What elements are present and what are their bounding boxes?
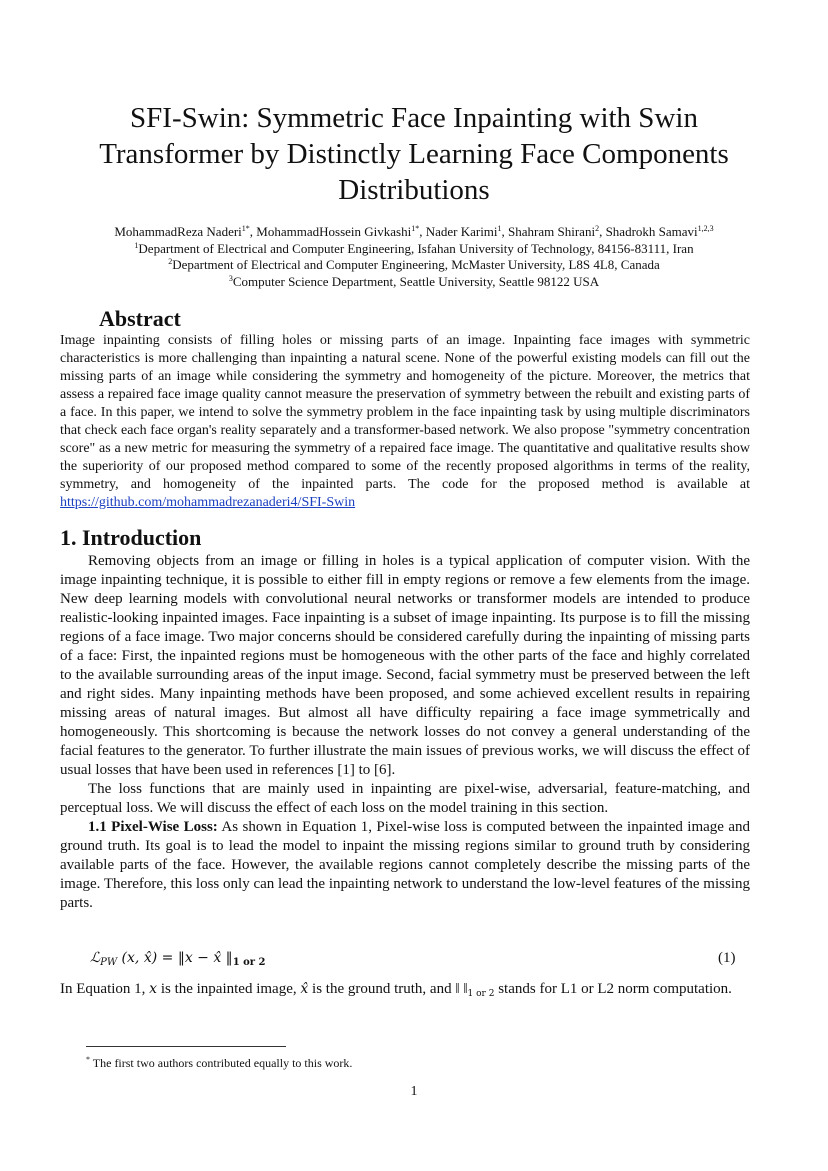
title-line-1: SFI-Swin: Symmetric Face Inpainting with Swin [130, 102, 698, 134]
title-line-2: Transformer by Distinctly Learning Face Components [99, 138, 729, 170]
section-heading-introduction: 1. Introduction [60, 525, 202, 550]
paragraph: Removing objects from an image or filling in holes is a typical application of computer vision. With the image inpainting technique, it is possible to either fill in empty regions or remove a few elements from the image. New deep learning models with convolutional neural networks or transformer models are intended to produce realistic-looking inpainted images. Face inpainting is a subset of image inpainting. Its purpose is to fill the missing regions of a face image. Two major concerns should be considered carefully during the inpainting of missing parts of a face: First, the inpainted regions must be homogeneous with the other parts of the face and highly correlated to the available surrounding areas of the input image. Second, facial symmetry must be preserved between the left and right sides. Many inpainting methods have been proposed, and some achieved excellent results in repairing missing areas of natural images. But almost all have difficulty repairing a face image symmetrically and homogeneously. This shortcoming is because the network losses do not convey a general understanding of the facial features to the generator. To further illustrate the main issues of previous works, we will discuss the effect of usual losses that have been used in references [1] to [6]. [60, 553, 750, 778]
author-affiliation-mark: 1,2,3 [697, 224, 714, 233]
title-line-3: Distributions [338, 174, 490, 206]
author-affiliation-mark: 1 [497, 224, 502, 233]
equation-1: ℒ$_{PW}$ (x, x̂) = ‖x − x̂ $‖_{1 or 2}$ [90, 950, 266, 968]
author-affiliation-mark: 1* [411, 224, 420, 233]
affiliation-1: $^1$Department of Electrical and Computer Engineering, Isfahan University of Technology, 84156-83111, Iran [134, 240, 694, 256]
introduction-body [60, 552, 750, 913]
author-affiliation-mark: 1* [241, 224, 250, 233]
affiliation-2: $^2$Department of Electrical and Computer Engineering, McMaster University, L8S 4L8, Canada [168, 257, 660, 272]
author-list [40, 224, 788, 241]
page-number: 1 [410, 1084, 418, 1099]
subsection-heading: 1.1 Pixel-Wise Loss: [88, 819, 218, 835]
paragraph: The loss functions that are mainly used in inpainting are pixel-wise, adversarial, feature-matching, and perceptual loss. We will discuss the effect of each loss on the model training in this section. [60, 781, 750, 816]
footnote-divider [86, 1046, 286, 1047]
paragraph: 1.1 Pixel-Wise Loss: As shown in Equation 1, Pixel-wise loss is computed between the inpainted image and ground truth. Its goal is to lead the model to inpaint the missing regions similar to ground truth by considering available parts of the face. However, the available regions cannot completely describe the missing parts of the image. Therefore, this loss only can lead the inpainting network to understand the low-level features of the missing parts. [60, 819, 750, 911]
abstract-heading: Abstract [99, 306, 181, 331]
author-name: , Shahram Shirani [501, 224, 596, 239]
author-name: , MohammadHossein Givkashi [249, 224, 412, 239]
author-block [40, 224, 788, 290]
footnote: * The first two authors contributed equally to this work. [86, 1055, 353, 1070]
abstract-text: Image inpainting consists of filling holes or missing parts of an image. Inpainting face images with symmetric characteristics is more challenging than inpainting a natural scene. None of the powerful existing models can fill out the missing parts of an image while considering the symmetry and homogeneity of the picture. Moreover, the metrics that assess a repaired face image quality cannot measure the preservation of symmetry between the rebuilt and existing parts of a face. In this paper, we intend to solve the symmetry problem in the face inpainting task by using multiple discriminators that check each face organ's reality separately and a transformer-based network. We also propose "symmetry concentration score" as a new metric for measuring the symmetry of a repaired face image. The quantitative and qualitative results show the superiority of our proposed method compared to some of the recently proposed algorithms in terms of the reality, symmetry, and homogeneity of the inpainted parts. The code for the proposed method is available at https://github.com/mohammadrezanaderi4/SFI-Swin [60, 333, 750, 510]
paper-title [60, 100, 768, 208]
author-name: , Nader Karimi [419, 224, 498, 239]
affiliation-3: $^3$Computer Science Department, Seattle University, Seattle 98122 USA [228, 273, 600, 289]
footnote-mark: * [86, 1055, 90, 1064]
author-name: MohammadReza Naderi [114, 224, 242, 239]
author-affiliation-mark: 2 [595, 224, 600, 233]
equation-number: (1) [718, 950, 736, 966]
github-code-link[interactable]: https://github.com/mohammadrezanaderi4/SFI-Swin [60, 495, 356, 510]
author-name: , Shadrokh Samavi [599, 224, 698, 239]
equation-explanation: In Equation 1, x is the inpainted image, x̂ is the ground truth, and ‖ $‖_{1 or 2}$ stands for L1 or L2 norm computation. [60, 981, 732, 999]
